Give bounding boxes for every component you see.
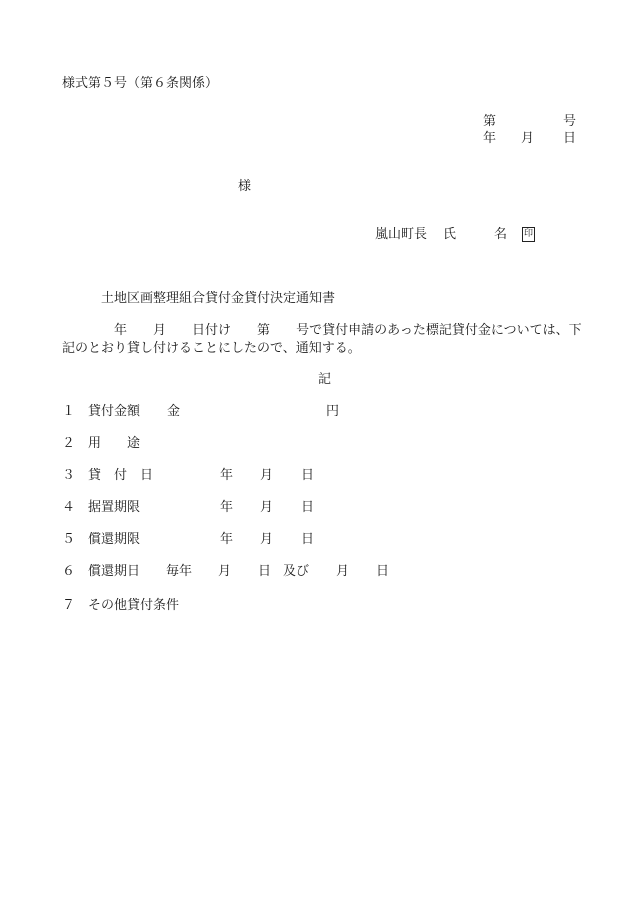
- body-month: 月: [153, 323, 167, 338]
- item-6-month-2: 月: [336, 564, 350, 579]
- issuer-name-label-2: 名: [494, 227, 508, 242]
- item-3-year: 年: [220, 468, 234, 483]
- loan-amount-prefix: 金: [167, 404, 181, 419]
- item-number: １: [62, 404, 76, 419]
- addressee-suffix: 様: [238, 179, 252, 194]
- item-4-day: 日: [301, 500, 315, 515]
- item-4-month: 月: [260, 500, 274, 515]
- seal-icon: 印: [522, 227, 535, 242]
- item-3-month: 月: [260, 468, 274, 483]
- ki-heading: 記: [318, 372, 332, 387]
- item-label: その他貸付条件: [88, 598, 180, 613]
- item-number: ３: [62, 468, 76, 483]
- item-label: 貸付金額: [88, 404, 141, 419]
- document-title: 土地区画整理組合貸付金貸付決定通知書: [101, 291, 336, 306]
- item-5-day: 日: [301, 532, 315, 547]
- form-label: 様式第５号（第６条関係）: [62, 76, 219, 91]
- item-7: [62, 598, 179, 614]
- item-label: 据置期限: [88, 500, 141, 515]
- issuer-title: 嵐山町長: [375, 227, 428, 242]
- item-number: ６: [62, 564, 76, 579]
- item-6: [62, 564, 140, 580]
- item-5-year: 年: [220, 532, 234, 547]
- item-number: ２: [62, 436, 76, 451]
- item-number: ５: [62, 532, 76, 547]
- item-6-and: 及び: [283, 564, 310, 579]
- body-paragraph: [62, 322, 590, 358]
- reference-number-suffix: 号: [563, 114, 577, 129]
- loan-amount-unit: 円: [326, 404, 340, 419]
- item-label: 貸 付 日: [88, 468, 154, 483]
- item-3: [62, 468, 153, 484]
- body-number-prefix: 第: [257, 323, 271, 338]
- item-6-day-2: 日: [376, 564, 390, 579]
- item-6-month-1: 月: [218, 564, 232, 579]
- item-4: [62, 500, 140, 516]
- item-5-month: 月: [260, 532, 274, 547]
- body-day-dated: 日付け: [192, 323, 232, 338]
- item-6-every-year: 毎年: [166, 564, 193, 579]
- reference-year: 年: [483, 131, 497, 146]
- item-number: ４: [62, 500, 76, 515]
- item-number: ７: [62, 598, 76, 613]
- issuer-name-label-1: 氏: [443, 227, 457, 242]
- item-label: 償還期日: [88, 564, 141, 579]
- seal-mark: [520, 227, 535, 243]
- item-3-day: 日: [301, 468, 315, 483]
- item-label: 用 途: [88, 436, 141, 451]
- reference-day: 日: [563, 131, 577, 146]
- item-5: [62, 532, 140, 548]
- body-year: 年: [114, 323, 128, 338]
- item-1: [62, 404, 140, 420]
- reference-month: 月: [521, 131, 535, 146]
- reference-number-prefix: 第: [483, 114, 497, 129]
- body-text: 号で貸付申請のあった標記貸付金については、下記のとおり貸し付けることにしたので、通知する。: [62, 323, 582, 356]
- item-6-day-1: 日: [258, 564, 272, 579]
- item-4-year: 年: [220, 500, 234, 515]
- item-label: 償還期限: [88, 532, 141, 547]
- item-2: [62, 436, 140, 452]
